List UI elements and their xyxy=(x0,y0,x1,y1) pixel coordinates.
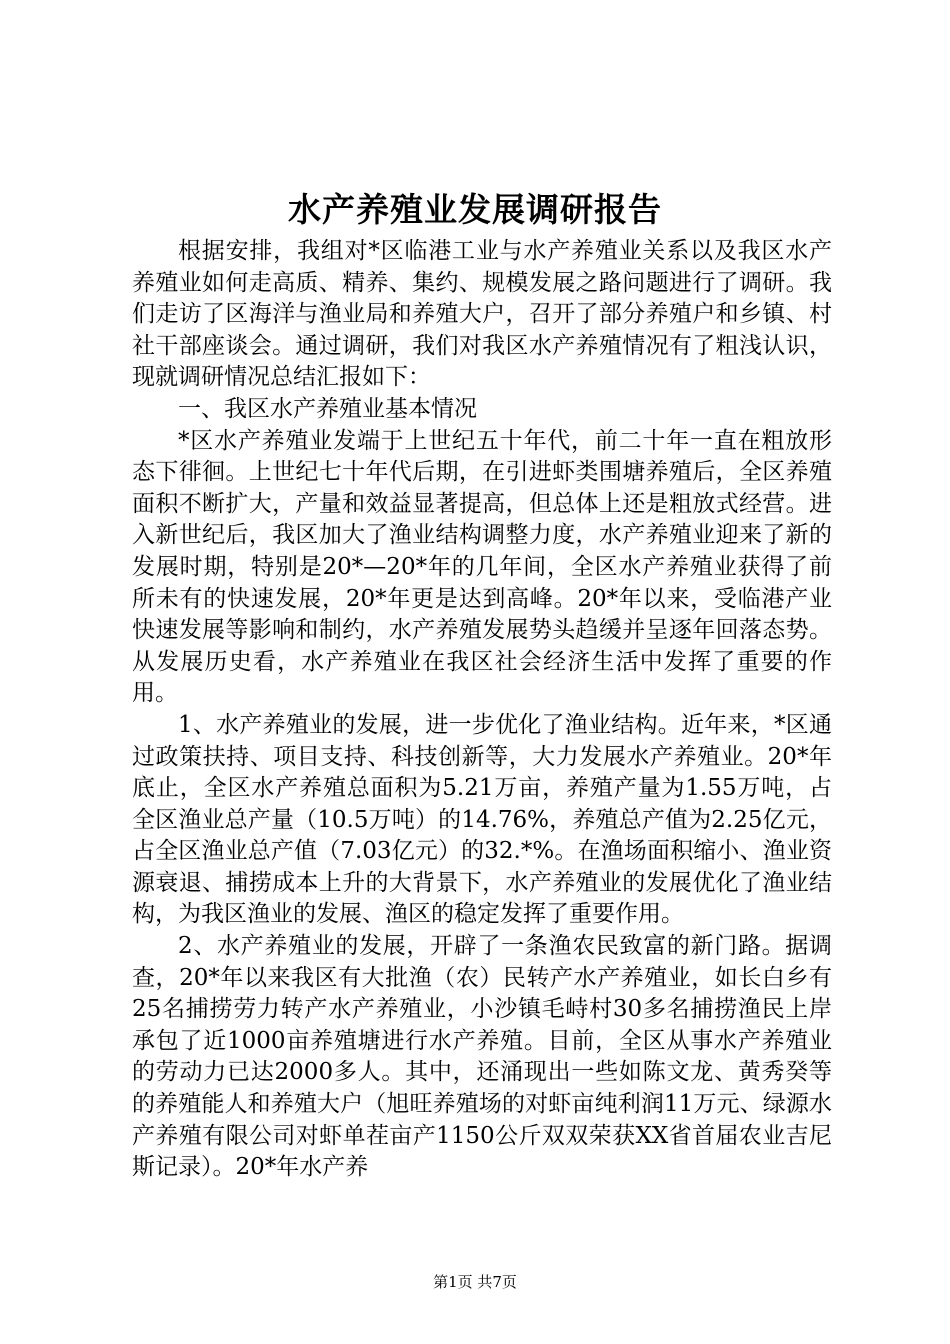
paragraph-history: *区水产养殖业发端于上世纪五十年代，前二十年一直在粗放形态下徘徊。上世纪七十年代后期，在引进虾类围塘养殖后，全区养殖面积不断扩大，产量和效益显著提高，但总体上还是粗放式经营。进入新世纪后，我区加大了渔业结构调整力度，水产养殖业迎来了新的发展时期，特别是20*—20*年的几年间，全区水产养殖业获得了前所未有的快速发展，20*年更是达到高峰。20*年以来，受临港产业快速发展等影响和制约，水产养殖发展势头趋缓并呈逐年回落态势。从发展历史看，水产养殖业在我区社会经济生活中发挥了重要的作用。 xyxy=(132,427,832,707)
paragraph-intro: 根据安排，我组对*区临港工业与水产养殖业关系以及我区水产养殖业如何走高质、精养、集约、规模发展之路问题进行了调研。我们走访了区海洋与渔业局和养殖大户，召开了部分养殖户和乡镇、村社干部座谈会。通过调研，我们对我区水产养殖情况有了粗浅认识，现就调研情况总结汇报如下： xyxy=(132,238,832,391)
paragraph-point-2: 2、水产养殖业的发展，开辟了一条渔农民致富的新门路。据调查，20*年以来我区有大批渔（农）民转产水产养殖业，如长白乡有25名捕捞劳力转产水产养殖业，小沙镇毛峙村30多名捕捞渔民上岸承包了近1000亩养殖塘进行水产养殖。目前，全区从事水产养殖业的劳动力已达2000多人。其中，还涌现出一些如陈文龙、黄秀癸等的养殖能人和养殖大户（旭旺养殖场的对虾亩纯利润11万元、绿源水产养殖有限公司对虾单茬亩产1150公斤双双荣获XX省首届农业吉尼斯记录）。20*年水产养 xyxy=(132,933,832,1181)
section-heading-1: 一、我区水产养殖业基本情况 xyxy=(178,395,477,422)
document-body xyxy=(132,236,832,1184)
paragraph-point-1: 1、水产养殖业的发展，进一步优化了渔业结构。近年来，*区通过政策扶持、项目支持、科技创新等，大力发展水产养殖业。20*年底止，全区水产养殖总面积为5.21万亩，养殖产量为1.55万吨，占全区渔业总产量（10.5万吨）的14.76%，养殖总产值为2.25亿元，占全区渔业总产值（7.03亿元）的32.*%。在渔场面积缩小、渔业资源衰退、捕捞成本上升的大背景下，水产养殖业的发展优化了渔业结构，为我区渔业的发展、渔区的稳定发挥了重要作用。 xyxy=(132,711,832,928)
page-footer: 第1页 共7页 xyxy=(433,1273,517,1291)
document-title: 水产养殖业发展调研报告 xyxy=(288,190,662,229)
